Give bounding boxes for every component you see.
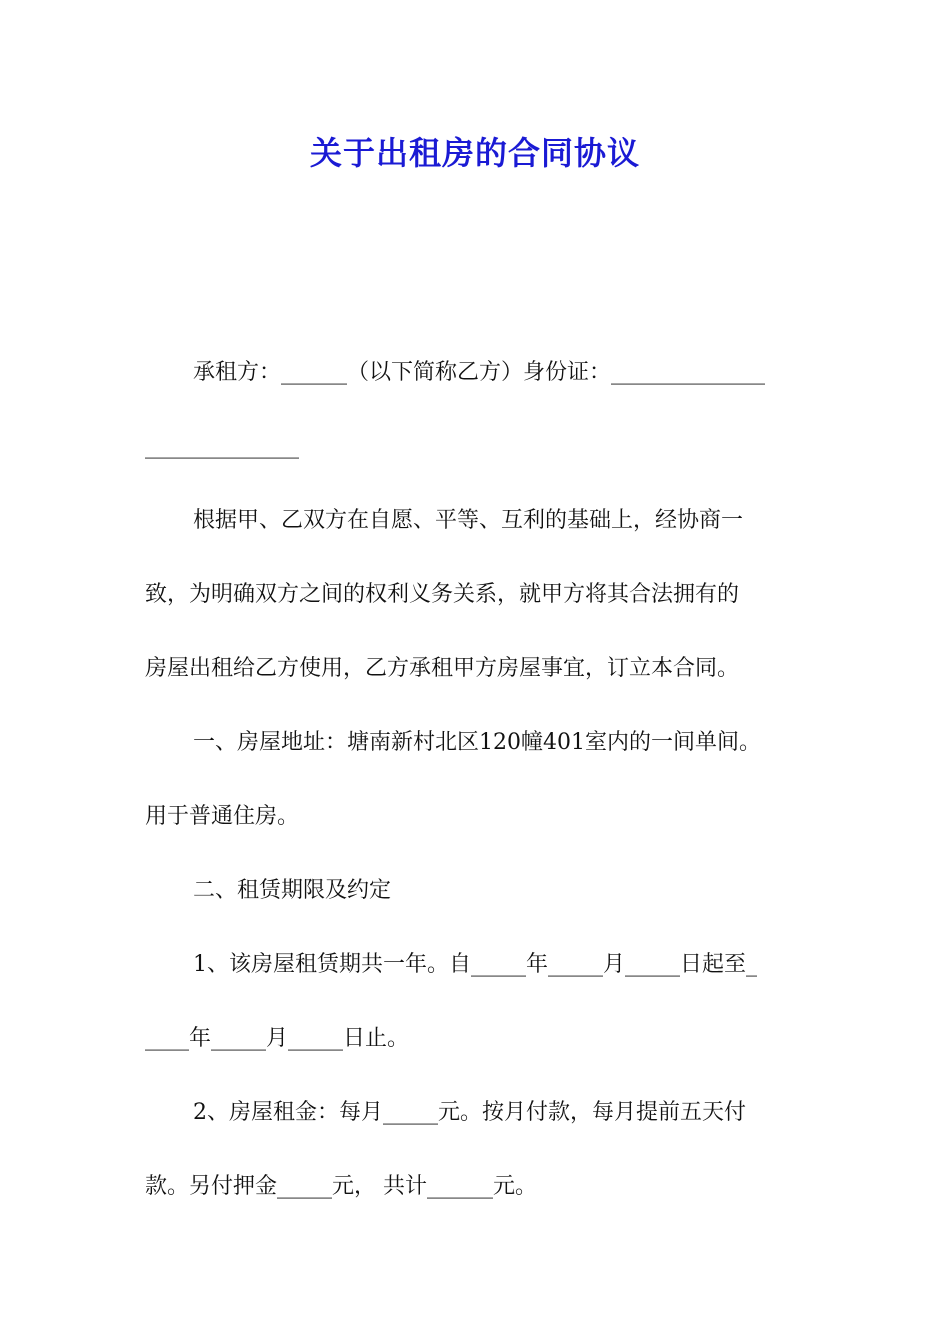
paragraph-line-rent-1: 2、房屋租金：每月_____元。按月付款，每月提前五天付 <box>193 1100 746 1125</box>
paragraph-line-preamble-2: 致，为明确双方之间的权利义务关系，就甲方将其合法拥有的 <box>145 582 740 607</box>
paragraph-line-rent-2: 款。另付押金_____元， 共计______元。 <box>145 1174 537 1199</box>
paragraph-line-preamble-1: 根据甲、乙双方在自愿、平等、互利的基础上，经协商一 <box>193 508 744 533</box>
section-heading-lease-term: 二、租赁期限及约定 <box>193 878 392 903</box>
paragraph-line-address-2: 用于普通住房。 <box>145 804 300 829</box>
paragraph-line-term-2: ____年_____月_____日止。 <box>145 1026 410 1051</box>
paragraph-line-term-1: 1、该房屋租赁期共一年。自_____年_____月_____日起至_ <box>193 952 757 977</box>
paragraph-line-id-continuation: ______________ <box>145 434 299 459</box>
paragraph-line-address-1: 一、房屋地址：塘南新村北区120幢401室内的一间单间。 <box>193 730 761 755</box>
document-title: 关于出租房的合同协议 <box>309 134 640 172</box>
paragraph-line-lessee: 承租方：______（以下简称乙方）身份证：______________ <box>193 360 766 385</box>
document-body <box>145 336 815 1224</box>
paragraph-line-preamble-3: 房屋出租给乙方使用，乙方承租甲方房屋事宜，订立本合同。 <box>145 656 740 681</box>
